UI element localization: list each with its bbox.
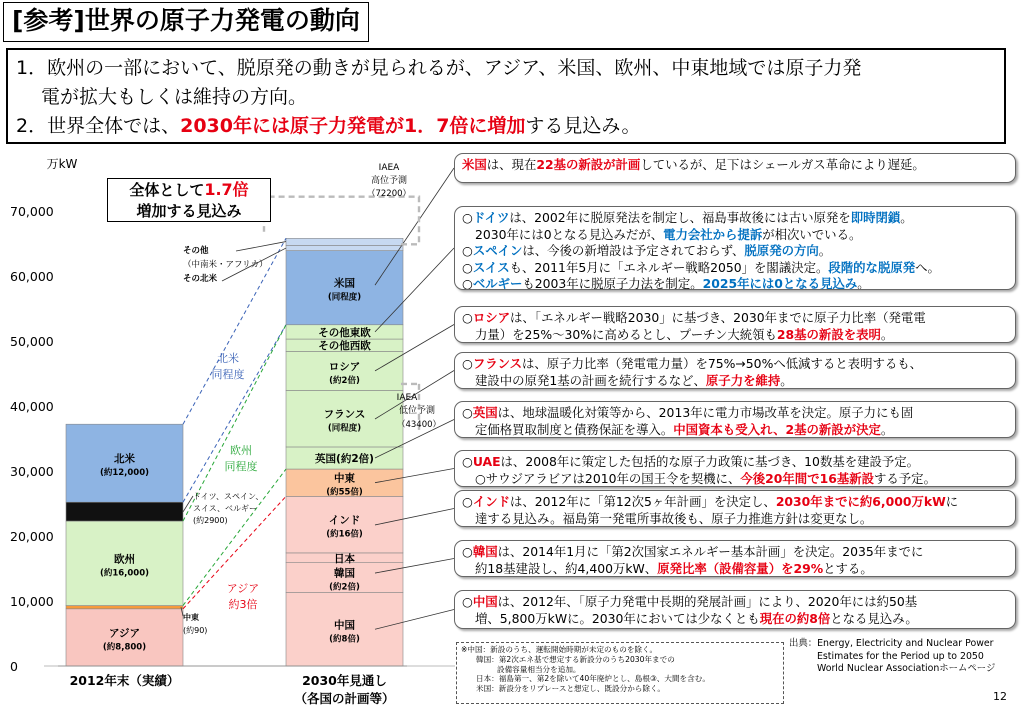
callout-text: は、現在 <box>486 157 537 172</box>
bar-segment <box>286 245 403 250</box>
callout-emphasis: スイス <box>472 259 510 275</box>
germany-group-label: (約2900) <box>193 516 228 525</box>
country-callout <box>454 153 1016 183</box>
segment-label: フランス <box>323 408 366 421</box>
callout-emphasis: 米国 <box>462 157 487 172</box>
callout-text: は、原子力比率（発電電力量）を75%→50%へ低減すると表明するも、 <box>522 356 923 371</box>
callout-text: は、地球温暖化対策等から、2013年に電力市場改革を決定。原子力にも固 <box>497 405 914 420</box>
iaea-low-label: 低位予測 <box>398 406 436 416</box>
iaea-low-value: （43400） <box>396 420 442 430</box>
callout-text: 。 <box>818 243 832 258</box>
callout-text: する予定。 <box>874 470 936 486</box>
callout-text: は、2002年に脱原発法を制定し、福島事故後には古い原発を <box>509 210 851 225</box>
callout-line <box>462 373 1008 390</box>
segment-label: 中国 <box>334 619 355 632</box>
country-callout <box>454 401 1016 438</box>
y-tick-label: 60,000 <box>10 269 54 284</box>
callout-emphasis: 英国 <box>472 405 498 420</box>
callout-text: は、「エネルギー戦略2030」に基づき、2030年までに原子力比率（発電電 <box>509 310 926 325</box>
note-line: 韓国：第2次エネ基で想定する新設分のうち2030年までの <box>476 654 675 664</box>
callout-text: 。 <box>880 326 894 342</box>
iaea-high-label: IAEA <box>378 163 400 173</box>
callout-emphasis: 2030年までに約6,000万kW <box>775 494 946 509</box>
country-callout <box>454 306 1016 343</box>
country-callout <box>454 450 1016 487</box>
y-tick-label: 0 <box>10 659 18 674</box>
callout-text: 達する見込み。福島第一発電所事故後も、原子力推進方針は変更なし。 <box>475 510 873 526</box>
country-callout <box>454 540 1016 577</box>
callout-line <box>462 327 1008 344</box>
source-line: 出典：Energy, Electricity and Nuclear Power <box>789 638 994 649</box>
callout-text: しているが、足下はシェールガス革命により遅延。 <box>640 157 925 172</box>
segment-sublabel: (約8倍) <box>329 634 360 645</box>
x-category-label: 2030年見通し <box>302 673 387 688</box>
callout-emphasis: 今後20年間で16基新設 <box>740 470 875 486</box>
iaea-high-value: （72200） <box>366 189 412 199</box>
source-line: World Nuclear Associationホームページ <box>817 663 996 675</box>
callout-emphasis: 脱原発の方向 <box>744 243 819 258</box>
segment-label: インド <box>328 514 361 527</box>
y-tick-label: 30,000 <box>10 464 54 479</box>
callout-text: は、今後の新増設は予定されておらず、 <box>522 243 745 258</box>
note-line: ※中国：新設のうち、運転開始時期が未定のものを除く。 <box>461 645 658 654</box>
note-line: 設備容量相当分を追加。 <box>497 664 581 674</box>
callout-emphasis: UAE <box>472 454 501 469</box>
callout-text: 定価格買取制度と債務保証を導入。 <box>475 421 674 437</box>
callout-line <box>462 227 1008 244</box>
summary-line-1-cont: 電が拡大もしくは維持の方向。 <box>41 86 308 108</box>
callout-text: ○ <box>462 544 473 559</box>
callout-text: となる見込み。 <box>830 610 918 626</box>
callout-emphasis: 原発比率（設備容量）を29% <box>657 560 824 576</box>
callout-line <box>462 561 1008 578</box>
segment-sublabel: (約8,800) <box>102 642 147 653</box>
asia-trend-label: 約3倍 <box>228 598 258 611</box>
other-regions-label: その他 <box>183 246 209 256</box>
callout-text: ○ <box>462 454 473 469</box>
segment-label: 日本 <box>334 552 355 565</box>
segment-sublabel: (約55倍) <box>326 487 363 498</box>
callout-text: は、2008年に策定した包括的な原子力政策に基づき、10数基を建設予定。 <box>500 454 920 469</box>
callout-emphasis: 原子力を維持 <box>705 372 781 388</box>
callout-text: ○ <box>462 210 473 225</box>
callout-line <box>462 243 1008 260</box>
summary-line-2-post: する見込み。 <box>525 115 641 137</box>
bar-segment <box>66 502 183 521</box>
total-box-line2: 増加する見込み <box>136 202 242 220</box>
callout-text: 約18基建設し、約4,400万kW、 <box>475 560 658 576</box>
callout-emphasis: 中国 <box>472 594 498 609</box>
summary-line-2 <box>16 112 996 141</box>
callout-text: は、2014年1月に「第2次国家エネルギー基本計画」を決定。2035年までに <box>497 544 924 559</box>
callout-text: は、2012年に「第12次5ヶ年計画」を決定し、 <box>509 494 776 509</box>
segment-sublabel: (約16,000) <box>99 568 150 579</box>
other-regions-label: （中南米・アフリカ） <box>183 260 268 270</box>
callout-emphasis: ベルギー <box>472 276 523 290</box>
callout-text: も2003年に脱原子力法を制定。 <box>522 276 703 290</box>
segment-sublabel: (同程度) <box>327 423 362 434</box>
callout-text: 。 <box>857 276 870 290</box>
callout-text: 建設中の原発1基の計画を続行するなど、 <box>475 372 706 388</box>
callout-text: ○サウジアラビアは2010年の国王令を契機に、 <box>475 470 741 486</box>
eu-trend-label: 同程度 <box>224 460 258 473</box>
eu-trend-label: 欧州 <box>230 444 252 457</box>
callout-emphasis: 現在の約8倍 <box>759 610 831 626</box>
middle-east-label: 中東 <box>183 613 199 622</box>
callout-emphasis: 即時閉鎖 <box>850 210 901 225</box>
summary-line-2-pre: 2．世界全体では、 <box>16 115 181 137</box>
source-line: Estimates for the Period up to 2050 <box>817 650 984 662</box>
callout-text: ○ <box>462 356 473 371</box>
callout-emphasis: ドイツ <box>472 210 510 225</box>
callout-line <box>462 157 1008 174</box>
callout-text: ○ <box>462 405 473 420</box>
page-title: [参考]世界の原子力発電の動向 <box>3 2 369 42</box>
x-category-label: （各国の計画等） <box>294 691 395 706</box>
callout-line <box>462 405 1008 422</box>
germany-group-label: ドイツ、スペイン、 <box>193 492 264 501</box>
callout-text: ○ <box>462 494 473 509</box>
iaea-low-label: IAEA <box>396 393 418 403</box>
bar-segment <box>286 238 403 245</box>
callout-emphasis: スペイン <box>472 243 523 258</box>
total-increase-box <box>107 178 271 222</box>
callout-text: ○ <box>462 310 473 325</box>
callout-text: ○ <box>462 276 473 290</box>
country-callout <box>454 352 1016 389</box>
y-tick-label: 10,000 <box>10 594 54 609</box>
other-regions-leader <box>236 242 286 251</box>
segment-label: 米国 <box>334 277 355 290</box>
segment-sublabel: (約12,000) <box>99 468 150 479</box>
segment-label: 欧州 <box>114 553 135 566</box>
callout-text: へ。 <box>915 259 940 275</box>
callout-text: 力量）を25%～30%に高めるとし、プーチン大統領も <box>475 326 777 342</box>
callout-line <box>462 594 1008 611</box>
segment-label: 中東 <box>334 472 355 485</box>
segment-sublabel: (約2倍) <box>329 582 360 593</box>
na-trend-label: 北米 <box>217 352 239 365</box>
callout-emphasis: インド <box>472 494 510 509</box>
callout-emphasis: 2025年には0となる見込み <box>702 276 858 290</box>
callout-text: 2030年には0となる見込みだが、 <box>475 226 664 242</box>
y-tick-label: 70,000 <box>10 204 54 219</box>
middle-east-label: (約90) <box>183 626 208 635</box>
callout-text: 。 <box>900 210 913 225</box>
segment-sublabel: (同程度) <box>327 292 362 303</box>
summary-box <box>6 48 1006 144</box>
note-line: 日本：福島第一、第2を除いて40年廃炉とし、島根③、大間を含む。 <box>476 674 710 684</box>
iaea-high-bracket <box>264 197 419 245</box>
segment-label: ロシア <box>328 360 361 373</box>
callout-text: に <box>945 494 959 509</box>
callout-line <box>462 544 1008 561</box>
callout-line <box>462 276 1008 290</box>
callout-line <box>462 210 1008 227</box>
page-number: 12 <box>993 690 1007 703</box>
callout-text: も、2011年5月に「エネルギー戦略2050」を閣議決定。 <box>509 259 829 275</box>
callout-emphasis: 中国資本も受入れ、2基の新設が決定 <box>673 421 881 437</box>
callout-text: ○ <box>462 243 473 258</box>
germany-leader <box>183 496 193 512</box>
callout-emphasis: 22基の新設が計画 <box>536 157 641 172</box>
country-callout <box>454 590 1016 629</box>
callout-emphasis: 段階的な脱原発 <box>828 259 916 275</box>
other-regions-label: その北米 <box>183 274 218 284</box>
summary-line-1: 1．欧州の一部において、脱原発の動きが見られるが、アジア、米国、欧州、中東地域では原子力発 <box>16 57 862 79</box>
iaea-high-label: 高位予測 <box>370 176 408 186</box>
x-category-label: 2012年末（実績） <box>69 673 180 688</box>
y-tick-label: 50,000 <box>10 334 54 349</box>
callout-line <box>462 454 1008 471</box>
nuclear-capacity-chart <box>0 150 455 708</box>
y-tick-label: 40,000 <box>10 399 54 414</box>
callout-text: が相次いでいる。 <box>762 226 862 242</box>
callout-emphasis: 電力会社から提訴 <box>663 226 763 242</box>
summary-line-2-highlight: 2030年には原子力発電が1．7倍に増加 <box>180 115 526 137</box>
callout-text: 増、5,800万kWに。2030年においては少なくとも <box>475 610 760 626</box>
callout-text: 。 <box>780 372 793 388</box>
total-box-pre: 全体として <box>129 181 205 199</box>
source-citation <box>789 638 995 676</box>
y-tick-label: 20,000 <box>10 529 54 544</box>
notes-box <box>456 642 784 704</box>
callout-line <box>462 611 1008 628</box>
na-trend-label: 同程度 <box>211 368 245 381</box>
country-callout <box>454 490 1016 527</box>
germany-group-label: スイス、ベルギー <box>193 504 257 513</box>
segment-label: その他東欧 <box>318 326 371 339</box>
callout-emphasis: 韓国 <box>472 544 498 559</box>
callout-line <box>462 422 1008 439</box>
callout-line <box>462 511 1008 528</box>
callout-line <box>462 494 1008 511</box>
callout-text: ○ <box>462 259 473 275</box>
segment-sublabel: (約16倍) <box>326 529 363 540</box>
callout-text: 。 <box>880 421 894 437</box>
callout-emphasis: フランス <box>472 356 523 371</box>
callout-text: とする。 <box>823 560 873 576</box>
callout-line <box>462 356 1008 373</box>
callout-emphasis: ロシア <box>472 310 510 325</box>
segment-label: 英国(約2倍) <box>315 453 374 465</box>
callout-emphasis: 28基の新設を表明 <box>776 326 881 342</box>
callout-text: は、2012年、「原子力発電中長期的発展計画」により、2020年には約50基 <box>497 594 918 609</box>
y-axis-unit: 万kW <box>46 157 78 171</box>
callout-line <box>462 471 1008 488</box>
note-line: 米国：新設分をリプレースと想定し、既設分から除く。 <box>476 684 666 694</box>
segment-label: 韓国 <box>334 567 355 580</box>
callout-text: ○ <box>462 594 473 609</box>
callout-line <box>462 310 1008 327</box>
total-box-ratio: 1.7倍 <box>204 180 249 199</box>
segment-label: 北米 <box>114 453 135 466</box>
segment-label: その他西欧 <box>318 340 371 353</box>
callout-line <box>462 260 1008 277</box>
country-callout <box>454 206 1016 290</box>
bar-segment <box>66 606 183 609</box>
segment-sublabel: (約2倍) <box>329 375 360 386</box>
asia-trend-label: アジア <box>226 582 260 595</box>
segment-label: アジア <box>108 627 141 640</box>
